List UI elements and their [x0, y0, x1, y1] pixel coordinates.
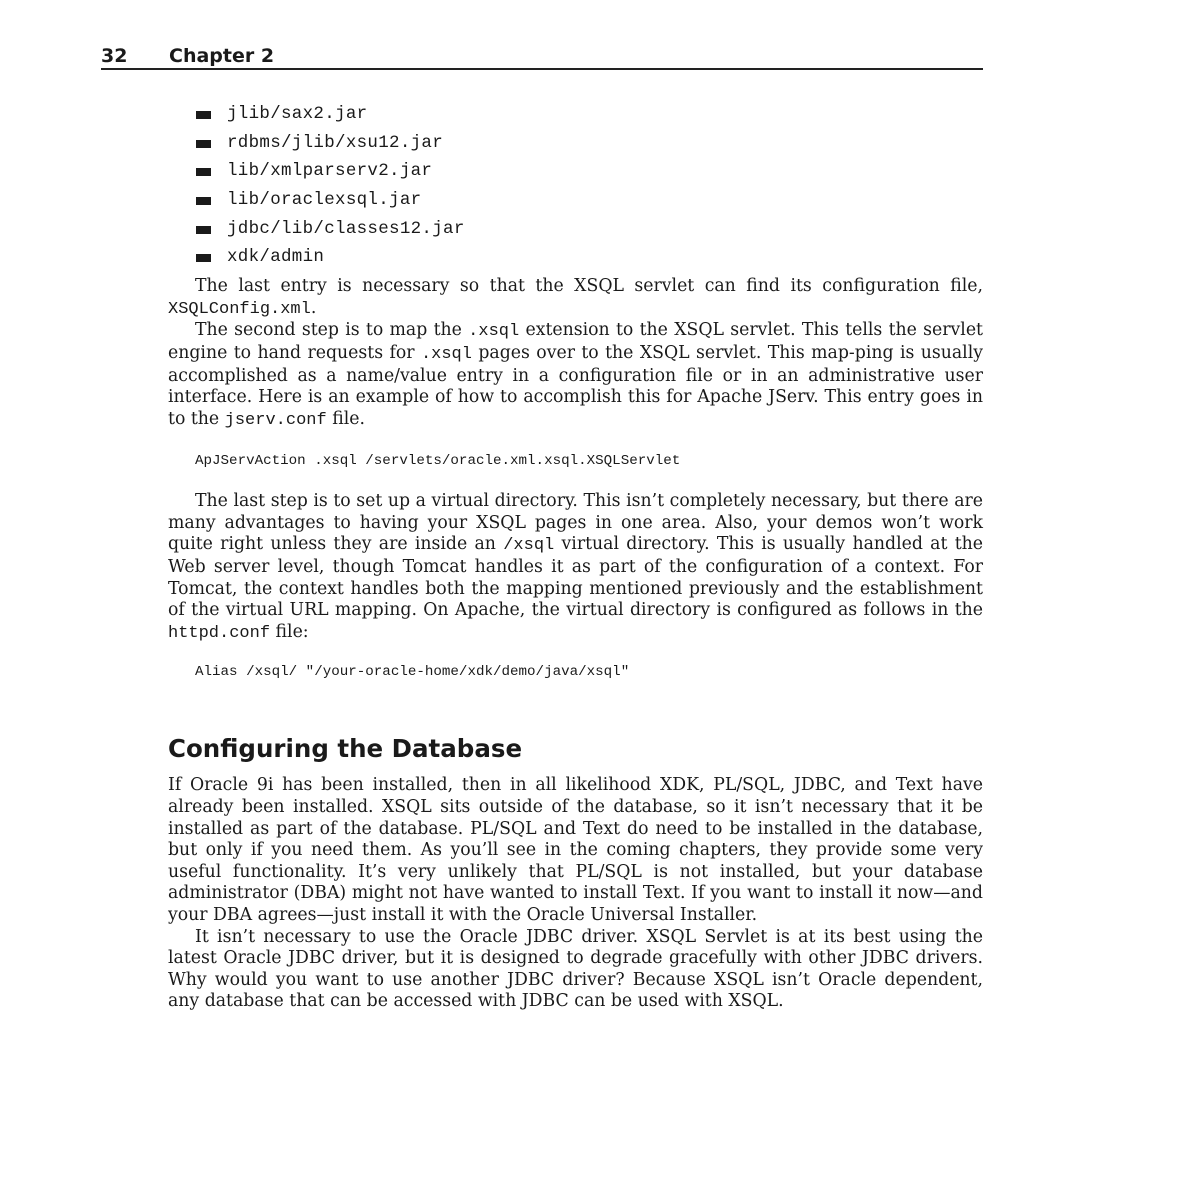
list-item: rdbms/jlib/xsu12.jar [168, 129, 983, 158]
list-item: lib/xmlparserv2.jar [168, 157, 983, 186]
bullet-icon [196, 197, 211, 205]
list-item: lib/oraclexsql.jar [168, 186, 983, 215]
bullet-icon [196, 168, 211, 176]
bullet-icon [196, 254, 211, 262]
inline-code: .xsql [468, 322, 520, 342]
paragraph-map-extension: The second step is to map the .xsql extension to the XSQL servlet. This tells the servlet engine to hand requests for .xsql pages over to the XSQL servlet. This map-ping is usually accomplished as a name/value entry in a configuration file or in an administrative user interface. Here is an example of how to accomplish this for Apache JServ. This entry goes in to the jserv.conf file. [168, 320, 983, 430]
code-sample-jserv: ApJServAction .xsql /servlets/oracle.xml.xsql.XSQLServlet [195, 453, 681, 470]
paragraph-oracle-install: If Oracle 9i has been installed, then in all likelihood XDK, PL/SQL, JDBC, and Text have already been installed. XSQL sits outside of the database, so it isn’t necessary that it be installed as part of the database. PL/SQL and Text do need to be installed in the database, but only if you need them. As you’ll see in the coming chapters, they provide some very useful functionality. It’s very unlikely that PL/SQL is not installed, but your database administrator (DBA) might not have wanted to install Text. If you want to install it now—and your DBA agrees—just install it with the Oracle Universal Installer. [168, 775, 983, 925]
bullet-icon [196, 226, 211, 234]
inline-code: jserv.conf [224, 410, 327, 430]
inline-code: /xsql [503, 536, 555, 556]
bullet-icon [196, 140, 211, 148]
list-item: jdbc/lib/classes12.jar [168, 215, 983, 244]
list-item: jlib/sax2.jar [168, 100, 983, 129]
paragraph-config-file: The last entry is necessary so that the XSQL servlet can find its configuration file, XSQLConfig.xml. [168, 276, 983, 319]
chapter-title: Chapter 2 [169, 45, 275, 67]
body-text [168, 100, 983, 1013]
bullet-icon [196, 111, 211, 119]
paragraph-jdbc-driver: It isn’t necessary to use the Oracle JDBC driver. XSQL Servlet is at its best using the latest Oracle JDBC driver, but it is designed to degrade gracefully with other JDBC drivers. Why would you want to use another JDBC driver? Because XSQL isn’t Oracle dependent, any database that can be accessed with JDBC can be used with XSQL. [168, 926, 983, 1012]
inline-code: .xsql [420, 344, 472, 364]
jar-file-list [168, 100, 983, 272]
page-number: 32 [101, 45, 128, 67]
code-sample-alias: Alias /xsql/ "/your-oracle-home/xdk/demo/java/xsql" [195, 664, 630, 681]
inline-code: XSQLConfig.xml [168, 299, 311, 319]
inline-code: httpd.conf [168, 623, 271, 643]
section-heading: Configuring the Database [168, 734, 523, 764]
paragraph-virtual-directory: The last step is to set up a virtual directory. This isn’t completely necessary, but there are many advantages to having your XSQL pages in one area. Also, your demos won’t work quite right unless they are inside an /xsql virtual directory. This is usually handled at the Web server level, though Tomcat handles it as part of the configuration of a context. For Tomcat, the context handles both the mapping mentioned previously and the establishment of the virtual URL mapping. On Apache, the virtual directory is configured as follows in the httpd.conf file: [168, 491, 984, 643]
list-item: xdk/admin [168, 243, 983, 272]
running-header [101, 44, 983, 70]
